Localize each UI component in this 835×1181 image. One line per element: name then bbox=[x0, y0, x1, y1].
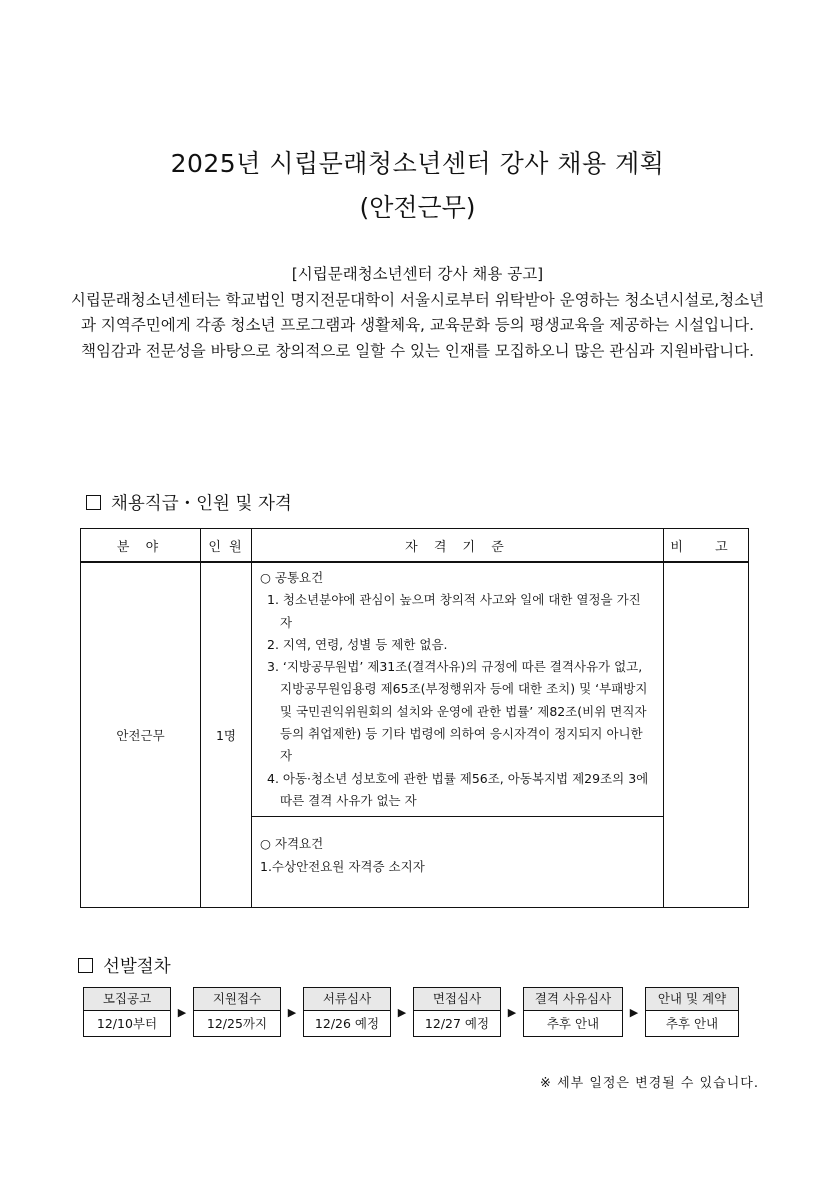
cell-remark bbox=[664, 562, 749, 908]
list-item: 1. 청소년분야에 관심이 높으며 창의적 사고와 일에 대한 열정을 가진 자 bbox=[267, 592, 641, 630]
section-heading-procedure bbox=[78, 953, 171, 978]
document-subtitle: (안전근무) bbox=[359, 193, 476, 222]
selection-flow bbox=[83, 987, 739, 1037]
intro-paragraph-1: 시립문래청소년센터는 학교법인 명지전문대학이 서울시로부터 위탁받아 운영하는 청소년시설로,청소년과 지역주민에게 각종 청소년 프로그램과 생활체육, 교육문화 등의 평생교육을 제공하는 시설입니다. bbox=[70, 290, 765, 334]
list-item: 3. ‘지방공무원법’ 제31조(결격사유)의 규정에 따른 결격사유가 없고, 지방공무원임용령 제65조(부정행위자 등에 대한 조치) 및 ‘부패방지 및 국민권익위원회의 설치와 운영에 관한 법률’ 제82조(비위 면직자 등의 취업제한) 등 기타 법령에 의하여 응시자격이 정지되지 아니한 자 bbox=[267, 659, 648, 764]
step-date: 12/27 예정 bbox=[424, 1016, 490, 1031]
list-item: 2. 지역, 연령, 성별 등 제한 없음. bbox=[267, 636, 448, 652]
step-date: 12/10부터 bbox=[96, 1016, 158, 1031]
cell-qualification bbox=[252, 817, 664, 908]
step-date: 추후 안내 bbox=[546, 1016, 600, 1031]
common-requirements-label: ○ 공통요건 bbox=[260, 570, 324, 585]
intro-paragraph-2: 책임감과 전문성을 바탕으로 창의적으로 일할 수 있는 인재를 모집하오니 많은 관심과 지원바랍니다. bbox=[80, 341, 755, 360]
step-name: 지원접수 bbox=[194, 988, 280, 1011]
step-name: 안내 및 계약 bbox=[646, 988, 738, 1011]
list-item: 4. 아동·청소년 성보호에 관한 법률 제56조, 아동복지법 제29조의 3에 따른 결격 사유가 없는 자 bbox=[267, 770, 649, 808]
cell-field: 안전근무 bbox=[81, 562, 201, 908]
checkbox-square-icon bbox=[86, 495, 101, 510]
step-name: 모집공고 bbox=[84, 988, 170, 1011]
arrow-right-icon: ▶ bbox=[629, 1005, 639, 1019]
list-item: 1.수상안전요원 자격증 소지자 bbox=[260, 858, 425, 874]
cell-count: 1명 bbox=[201, 562, 252, 908]
header-count: 인 원 bbox=[201, 529, 252, 563]
section-heading-positions bbox=[86, 490, 292, 515]
table-header-row bbox=[81, 529, 749, 563]
arrow-right-icon: ▶ bbox=[397, 1005, 407, 1019]
table-row bbox=[81, 562, 749, 817]
intro-heading: [시립문래청소년센터 강사 채용 공고] bbox=[291, 265, 544, 283]
arrow-right-icon: ▶ bbox=[507, 1005, 517, 1019]
step-name: 서류심사 bbox=[304, 988, 390, 1011]
intro-block bbox=[70, 262, 765, 364]
header-criteria: 자 격 기 준 bbox=[252, 529, 664, 563]
step-date: 추후 안내 bbox=[665, 1016, 719, 1031]
cell-common-requirements bbox=[252, 562, 664, 817]
flow-step bbox=[303, 987, 391, 1037]
step-name: 결격 사유심사 bbox=[524, 988, 622, 1011]
section-title: 채용직급・인원 및 자격 bbox=[111, 494, 292, 514]
arrow-right-icon: ▶ bbox=[177, 1005, 187, 1019]
flow-step bbox=[83, 987, 171, 1037]
flow-step bbox=[523, 987, 623, 1037]
arrow-right-icon: ▶ bbox=[287, 1005, 297, 1019]
flow-step bbox=[413, 987, 501, 1037]
step-date: 12/26 예정 bbox=[314, 1016, 380, 1031]
flow-step bbox=[193, 987, 281, 1037]
flow-step bbox=[645, 987, 739, 1037]
checkbox-square-icon bbox=[78, 958, 93, 973]
schedule-note: ※ 세부 일정은 변경될 수 있습니다. bbox=[540, 1076, 759, 1091]
document-title: 2025년 시립문래청소년센터 강사 채용 계획 bbox=[170, 149, 665, 178]
requirements-table bbox=[80, 528, 749, 908]
qualification-label: ○ 자격요건 bbox=[260, 836, 324, 852]
header-remark: 비 고 bbox=[664, 529, 749, 563]
header-field: 분 야 bbox=[81, 529, 201, 563]
step-date: 12/25까지 bbox=[206, 1016, 268, 1031]
step-name: 면접심사 bbox=[414, 988, 500, 1011]
section-title: 선발절차 bbox=[103, 957, 171, 977]
